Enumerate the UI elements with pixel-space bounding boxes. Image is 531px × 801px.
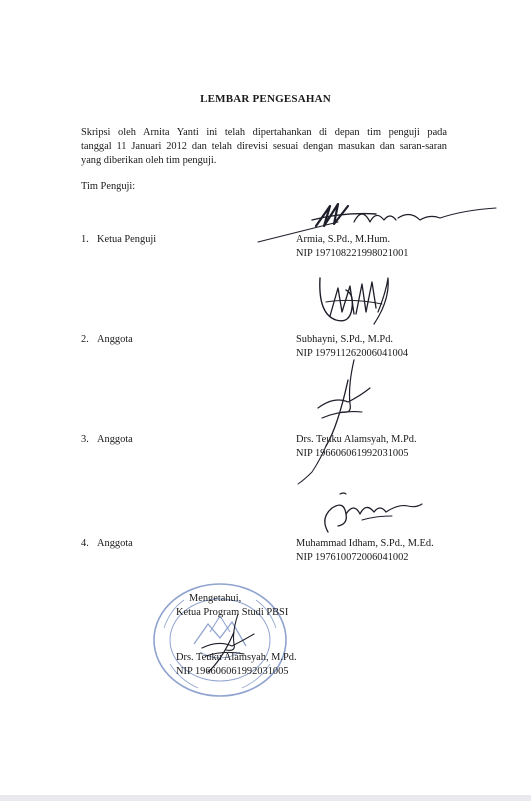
page-bottom-edge: [0, 795, 531, 801]
approval-heading: Mengetahui,: [189, 593, 242, 604]
approval-nip: NIP 196606061992031005: [176, 666, 289, 677]
examiner-nip: NIP 197911262006041004: [296, 348, 409, 359]
page-title: LEMBAR PENGESAHAN: [200, 93, 331, 105]
signature-examiner-3: [290, 356, 380, 486]
examiner-name: Drs. Teuku Alamsyah, M.Pd.: [296, 434, 417, 445]
examiner-number: 2.: [81, 334, 89, 345]
examiner-number: 1.: [81, 234, 89, 245]
examiner-nip: NIP 197610072006041002: [296, 552, 409, 563]
examiner-number: 3.: [81, 434, 89, 445]
examiner-role: Anggota: [97, 334, 133, 345]
examiner-nip: NIP 197108221998021001: [296, 248, 409, 259]
approval-name: Drs. Teuku Alamsyah, M.Pd.: [176, 652, 297, 663]
examiner-name: Muhammad Idham, S.Pd., M.Ed.: [296, 538, 434, 549]
examiner-number: 4.: [81, 538, 89, 549]
examiner-role: Ketua Penguji: [97, 234, 157, 245]
signature-examiner-1: [258, 196, 498, 246]
paragraph-line: yang diberikan oleh tim penguji.: [81, 155, 217, 166]
intro-paragraph: [81, 126, 447, 168]
signature-approver: [178, 610, 298, 680]
paragraph-line: Skripsi oleh Arnita Yanti ini telah dipertahankan di depan tim penguji pada: [81, 127, 447, 138]
paragraph-line: tanggal 11 Januari 2012 dan telah direvisi sesuai dengan masukan dan saran-saran: [81, 141, 447, 152]
examiner-role: Anggota: [97, 434, 133, 445]
examiner-nip: NIP 196606061992031005: [296, 448, 409, 459]
examiner-name: Subhayni, S.Pd., M.Pd.: [296, 334, 394, 345]
signature-examiner-2: [316, 272, 396, 332]
signature-examiner-4: [316, 490, 426, 536]
examiner-role: Anggota: [97, 538, 133, 549]
team-label: Tim Penguji:: [81, 181, 136, 192]
approval-position: Ketua Program Studi PBSI: [176, 607, 289, 618]
examiner-name: Armia, S.Pd., M.Hum.: [296, 234, 391, 245]
